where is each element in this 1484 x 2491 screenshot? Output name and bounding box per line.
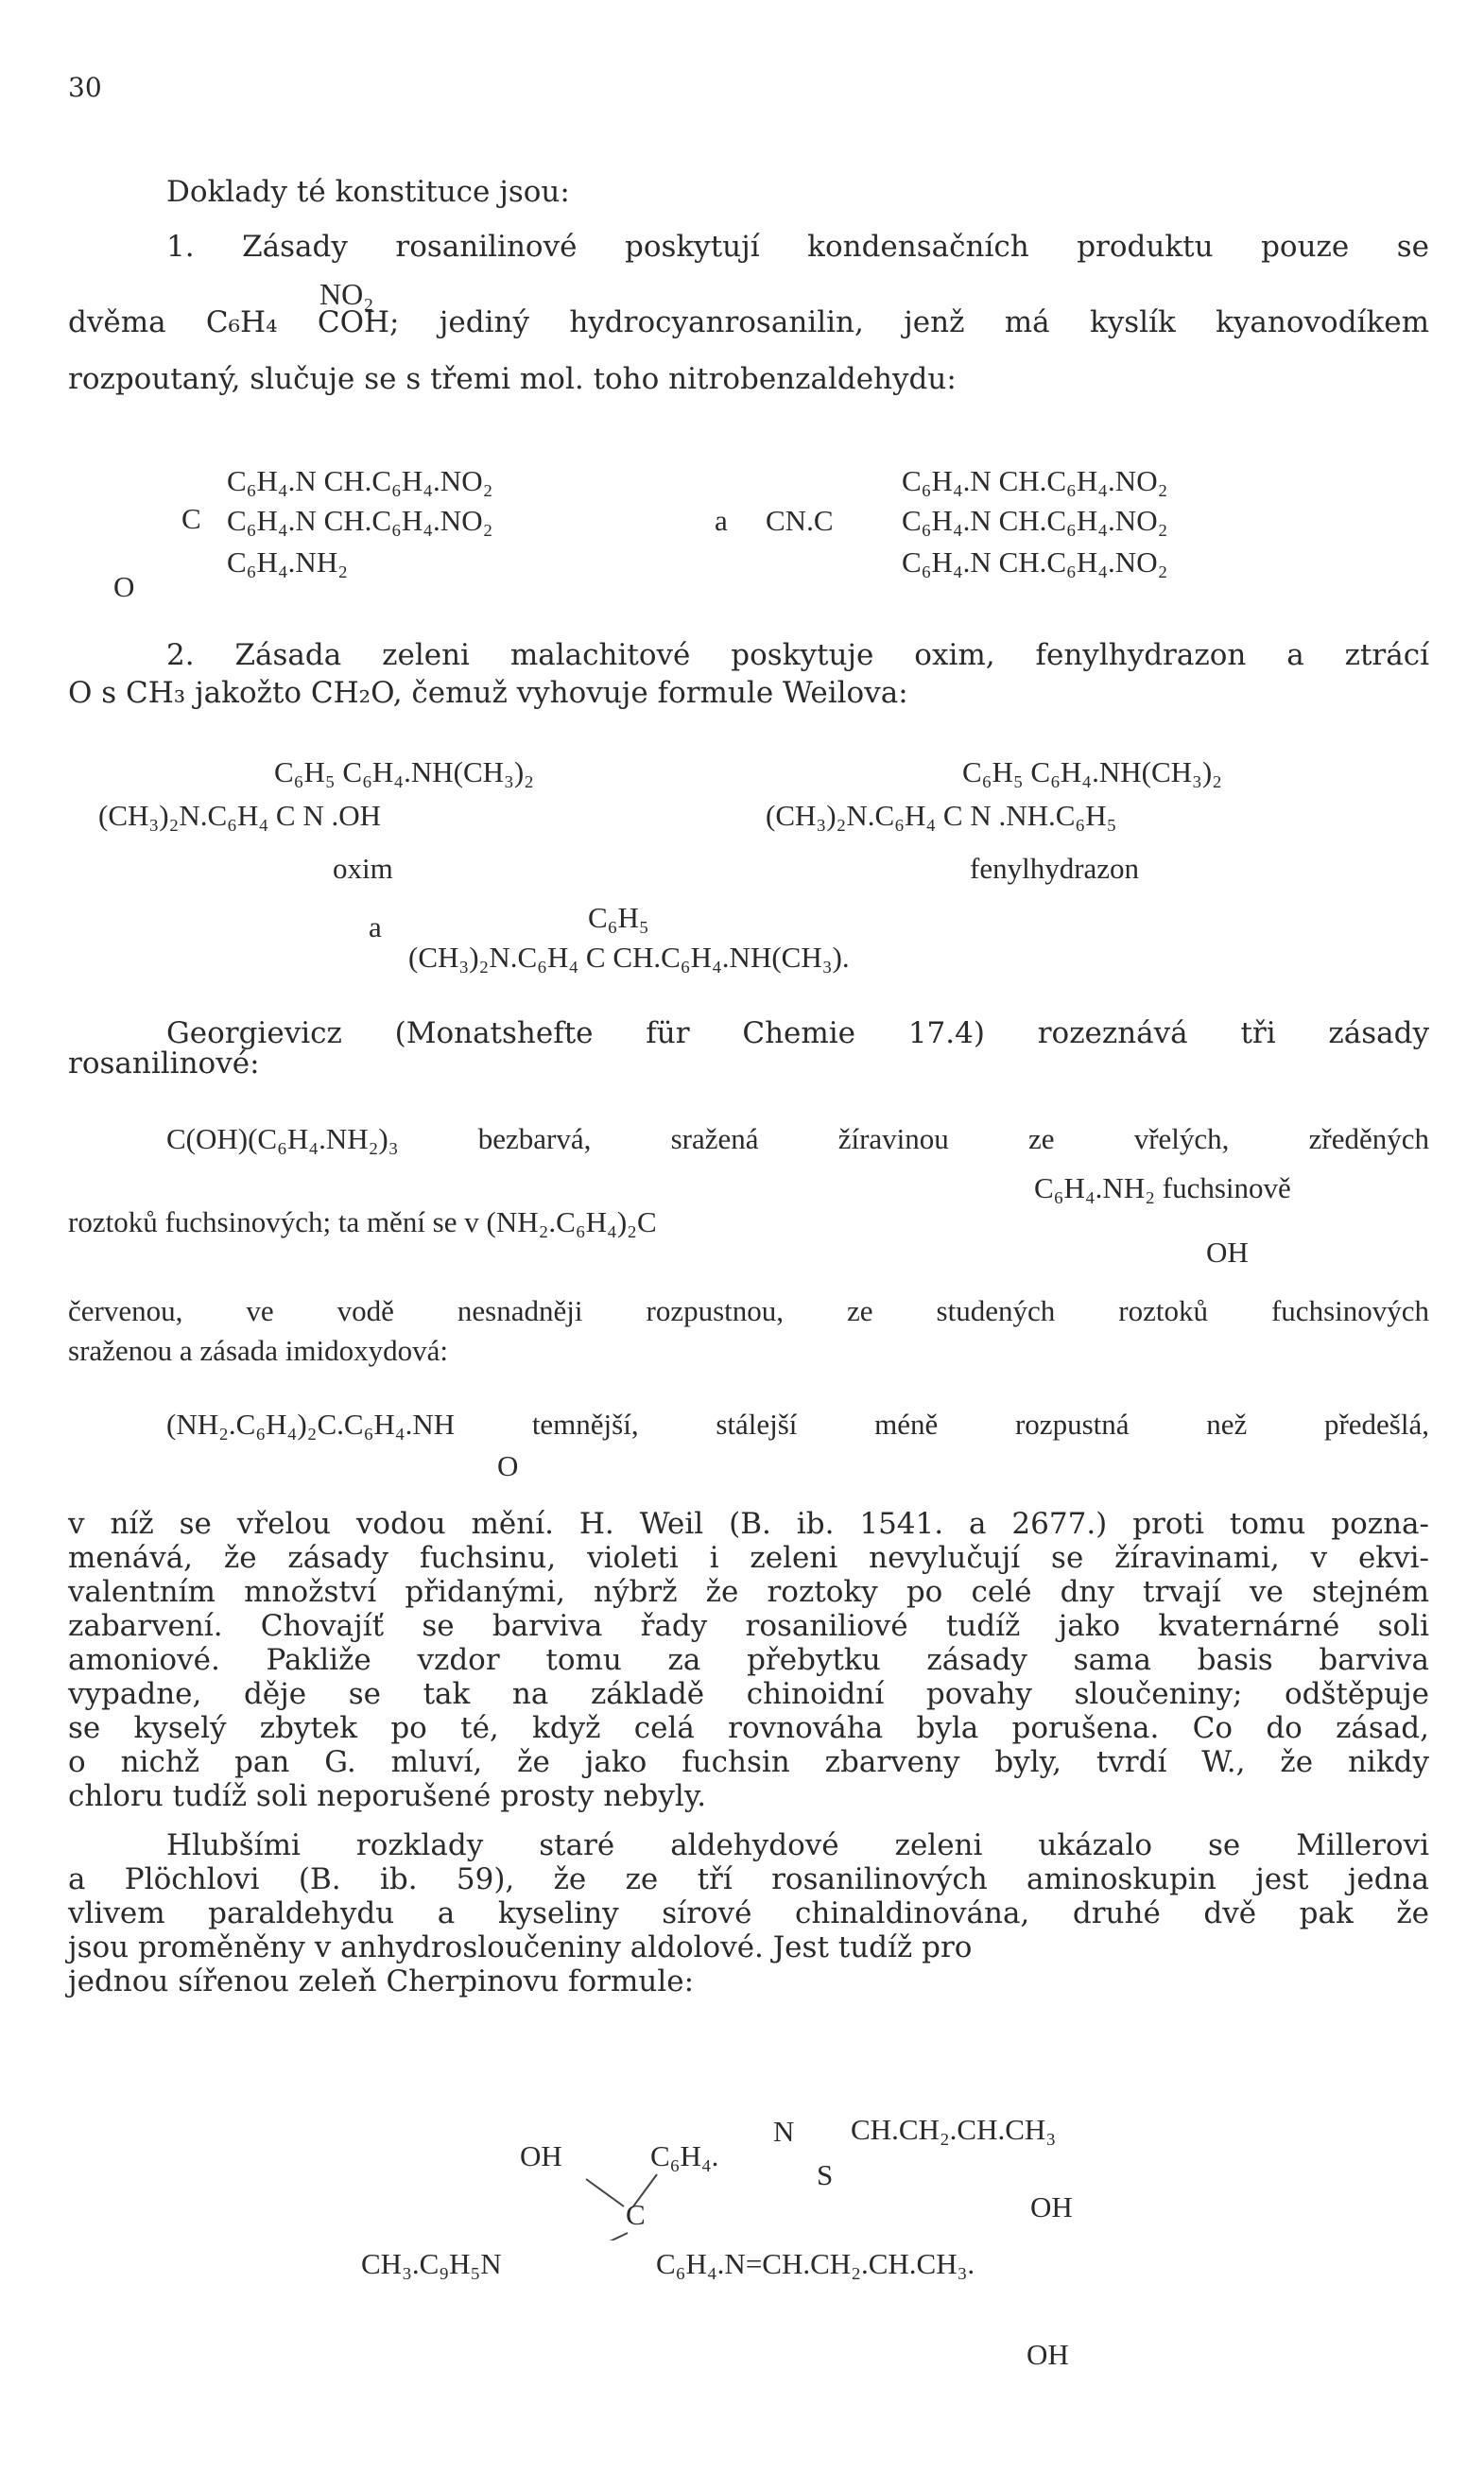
third-main: (CH₃)₂N.C₆H₄ C CH.C₆H₄.NH(CH₃). [408, 941, 850, 974]
oxim-top: C₆H₅ C₆H₄.NH(CH₃)₂ [274, 755, 534, 788]
formula-right-line: C₆H₄.N CH.C₆H₄.NO₂ [902, 504, 1168, 537]
formula-right-bottom: C₆H₄.N=CH.CH₂.CH.CH₃. [656, 2247, 975, 2280]
paragraph-4 [68, 1507, 1429, 1813]
text-line: zabarvení. Chovajíť se barviva řady rosaniliové tudíž jako kvaternárné soli [68, 1609, 1429, 1643]
text-line: a Plöchlovi (B. ib. 59), že ze tří rosanilinových aminoskupin jest jedna [68, 1862, 1429, 1896]
page-number: 30 [68, 72, 102, 103]
text-line: vypadne, děje se tak na základě chinoidní povahy sloučeniny; odštěpuje [68, 1677, 1429, 1711]
text-line: 2. Zásada zeleni malachitové poskytuje oxim, fenylhydrazon a ztrácí [166, 638, 1429, 672]
text-line: Hlubšími rozklady staré aldehydové zeleni ukázalo se Millerovi [166, 1828, 1429, 1862]
formula-c6h4: C₆H₄. [650, 2139, 719, 2172]
formula-left-line: C₆H₄.N CH.C₆H₄.NO₂ [227, 504, 493, 537]
fenylhydrazon-main: (CH₃)₂N.C₆H₄ C N .NH.C₆H₅ [766, 799, 1117, 832]
base-line: červenou, ve vodě nesnadněji rozpustnou, ze studených roztoků fuchsinových [68, 1294, 1429, 1327]
text-line: se kyselý zbytek po té, když celá rovnováha byla porušena. Co do zásad, [68, 1711, 1429, 1745]
fenylhydrazon-label: fenylhydrazon [970, 852, 1140, 885]
text-line: amoniové. Pakliže vzdor tomu za přebytku zásady sama basis barviva [68, 1643, 1429, 1677]
base-line-upper: C₆H₄.NH₂ fuchsinově [1034, 1171, 1291, 1204]
third-top: C₆H₅ [588, 901, 649, 934]
formula-oh: OH [1027, 2338, 1069, 2371]
formula-left-line: C₆H₄.N CH.C₆H₄.NO₂ [227, 464, 493, 497]
formula-s: S [817, 2158, 834, 2191]
oxim-label: oxim [333, 852, 393, 885]
text-line: v níž se vřelou vodou mění. H. Weil (B. ib. 1541. a 2677.) proti tomu pozna- [68, 1507, 1429, 1541]
formula-bonds [567, 2165, 662, 2240]
text-line: vlivem paraldehydu a kyseliny sírové chinaldinována, druhé dvě pak že [68, 1896, 1429, 1930]
paragraph-3 [68, 1017, 1429, 1080]
section-heading: Doklady té konstituce jsou: [166, 175, 570, 209]
formula-connector: a [715, 504, 728, 537]
formula-prefix-o: O [113, 570, 135, 603]
formula-n: N [773, 2115, 795, 2148]
text-line: O s CH₃ jakožto CH₂O, čemuž vyhovuje formule Weilova: [68, 676, 908, 710]
formula-left-bottom: CH₃.C₉H₅N [361, 2247, 502, 2280]
formula-oh: OH [520, 2139, 562, 2172]
formula-chain-top: CH.CH₂.CH.CH₃ [851, 2113, 1057, 2146]
text-line: valentním množství přidanými, nýbrž že roztoky po celé dny trvají ve stejném [68, 1575, 1429, 1609]
text-line: 1. Zásady rosanilinové poskytují kondensačních produktu pouze se [166, 230, 1429, 264]
base-line: C(OH)(C₆H₄.NH₂)₃ bezbarvá, sražená žíravinou ze vřelých, zředěných [166, 1122, 1429, 1155]
text-line: menává, že zásady fuchsinu, violeti i zeleni nevylučují se žíravinami, v ekvi- [68, 1541, 1429, 1575]
text-line: jsou proměněny v anhydrosloučeniny aldolové. Jest tudíž pro [68, 1930, 973, 1964]
text-line: Georgievicz (Monatshefte für Chemie 17.4) rozeznává tři zásady [166, 1016, 1429, 1050]
text-line: rozpoutaný, slučuje se s třemi mol. toho nitrobenzaldehydu: [68, 362, 957, 396]
base-line-o: O [497, 1449, 519, 1482]
text-line: chloru tudíž soli neporušené prosty nebyly. [68, 1779, 707, 1813]
text-line: jednou sířenou zeleň Cherpinovu formule: [68, 1964, 695, 1998]
paragraph-2 [68, 639, 1429, 709]
formula-connector: a [369, 910, 382, 943]
base-line-lower: OH [1206, 1236, 1249, 1269]
oxim-main: (CH₃)₂N.C₆H₄ C N .OH [98, 799, 381, 832]
text-line: dvěma C₆H₄ COH; jediný hydrocyanrosanilin, jenž má kyslík kyanovodíkem [68, 305, 1429, 339]
base-line: roztoků fuchsinových; ta mění se v (NH₂.C₆H₄)₂C [68, 1205, 657, 1238]
fenylhydrazon-top: C₆H₅ C₆H₄.NH(CH₃)₂ [962, 755, 1222, 788]
formula-c: C [626, 2198, 646, 2231]
formula-right-line: C₆H₄.N CH.C₆H₄.NO₂ [902, 545, 1168, 579]
no2-superscript: NO₂ [319, 277, 374, 311]
formula-oh: OH [1030, 2190, 1073, 2223]
formula-right-line: C₆H₄.N CH.C₆H₄.NO₂ [902, 464, 1168, 497]
paragraph-5 [68, 1828, 1429, 1998]
formula-right-prefix: CN.C [766, 504, 834, 537]
base-line: sraženou a zásada imidoxydová: [68, 1334, 448, 1367]
base-line: (NH₂.C₆H₄)₂C.C₆H₄.NH temnější, stálejší méně rozpustná než předešlá, [166, 1408, 1429, 1441]
formula-prefix-c: C [181, 502, 201, 535]
text-line: rosanilinové: [68, 1047, 260, 1081]
paragraph-1 [68, 231, 1429, 395]
text-line: o nichž pan G. mluví, že jako fuchsin zbarveny byly, tvrdí W., že nikdy [68, 1745, 1429, 1779]
formula-left-line: C₆H₄.NH₂ [227, 545, 349, 579]
